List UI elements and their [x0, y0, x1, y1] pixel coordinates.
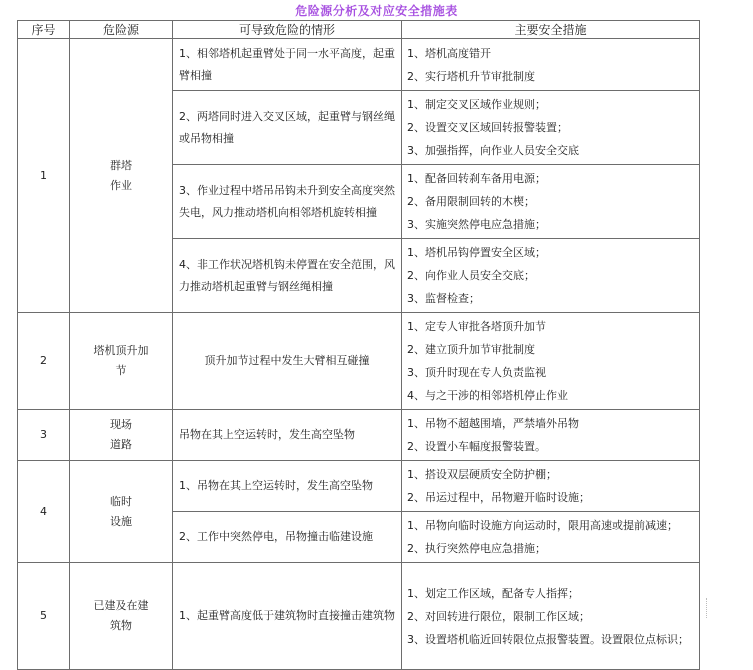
table-row	[18, 461, 700, 512]
hazard-source: 现场 道路	[70, 410, 173, 461]
hazard-source: 已建及在建 筑物	[70, 563, 173, 670]
hazard-source: 塔机顶升加 节	[70, 313, 173, 410]
hazard-situation: 4、非工作状况塔机钩未停置在安全范围，风力推动塔机起重臂与钢丝绳相撞	[173, 239, 402, 313]
header-source: 危险源	[70, 21, 173, 39]
hazard-table	[17, 20, 700, 670]
safety-measures: 1、定专人审批各塔顶升加节 2、建立顶升加节审批制度 3、顶升时现在专人负责监视 4、与之干涉的相邻塔机停止作业	[402, 313, 700, 410]
scroll-marker	[706, 598, 708, 618]
header-measures: 主要安全措施	[402, 21, 700, 39]
table-title: 危险源分析及对应安全措施表	[295, 4, 458, 18]
hazard-source: 群塔 作业	[70, 39, 173, 313]
table-row	[18, 563, 700, 670]
header-situation: 可导致危险的情形	[173, 21, 402, 39]
safety-measures: 1、吊物不超越围墙，严禁墙外吊物 2、设置小车幅度报警装置。	[402, 410, 700, 461]
row-number: 2	[18, 313, 70, 410]
safety-measures: 1、塔机高度错开 2、实行塔机升节审批制度	[402, 39, 700, 91]
safety-measures: 1、配备回转刹车备用电源； 2、备用限制回转的木楔； 3、实施突然停电应急措施；	[402, 165, 700, 239]
header-no: 序号	[18, 21, 70, 39]
table-row	[18, 313, 700, 410]
safety-measures: 1、搭设双层硬质安全防护棚； 2、吊运过程中，吊物避开临时设施；	[402, 461, 700, 512]
safety-measures: 1、制定交叉区域作业规则； 2、设置交叉区域回转报警装置； 3、加强指挥，向作业人员安全交底	[402, 91, 700, 165]
row-number: 4	[18, 461, 70, 563]
hazard-situation: 1、吊物在其上空运转时，发生高空坠物	[173, 461, 402, 512]
hazard-situation: 顶升加节过程中发生大臂相互碰撞	[173, 313, 402, 410]
hazard-situation: 1、起重臂高度低于建筑物时直接撞击建筑物	[173, 563, 402, 670]
table-row	[18, 410, 700, 461]
safety-measures: 1、划定工作区域，配备专人指挥； 2、对回转进行限位，限制工作区域； 3、设置塔机临近回转限位点报警装置。设置限位点标识；	[402, 563, 700, 670]
hazard-situation: 2、两塔同时进入交叉区域，起重臂与钢丝绳或吊物相撞	[173, 91, 402, 165]
table-row	[18, 39, 700, 91]
hazard-situation: 2、工作中突然停电，吊物撞击临建设施	[173, 512, 402, 563]
safety-measures: 1、塔机吊钩停置安全区域； 2、向作业人员安全交底； 3、监督检查；	[402, 239, 700, 313]
hazard-situation: 1、相邻塔机起重臂处于同一水平高度，起重臂相撞	[173, 39, 402, 91]
header-row	[18, 21, 700, 39]
row-number: 3	[18, 410, 70, 461]
hazard-situation: 3、作业过程中塔吊吊钩未升到安全高度突然失电，风力推动塔机向相邻塔机旋转相撞	[173, 165, 402, 239]
row-number: 1	[18, 39, 70, 313]
hazard-situation: 吊物在其上空运转时，发生高空坠物	[173, 410, 402, 461]
row-number: 5	[18, 563, 70, 670]
hazard-source: 临时 设施	[70, 461, 173, 563]
safety-measures: 1、吊物向临时设施方向运动时，限用高速或提前减速； 2、执行突然停电应急措施；	[402, 512, 700, 563]
